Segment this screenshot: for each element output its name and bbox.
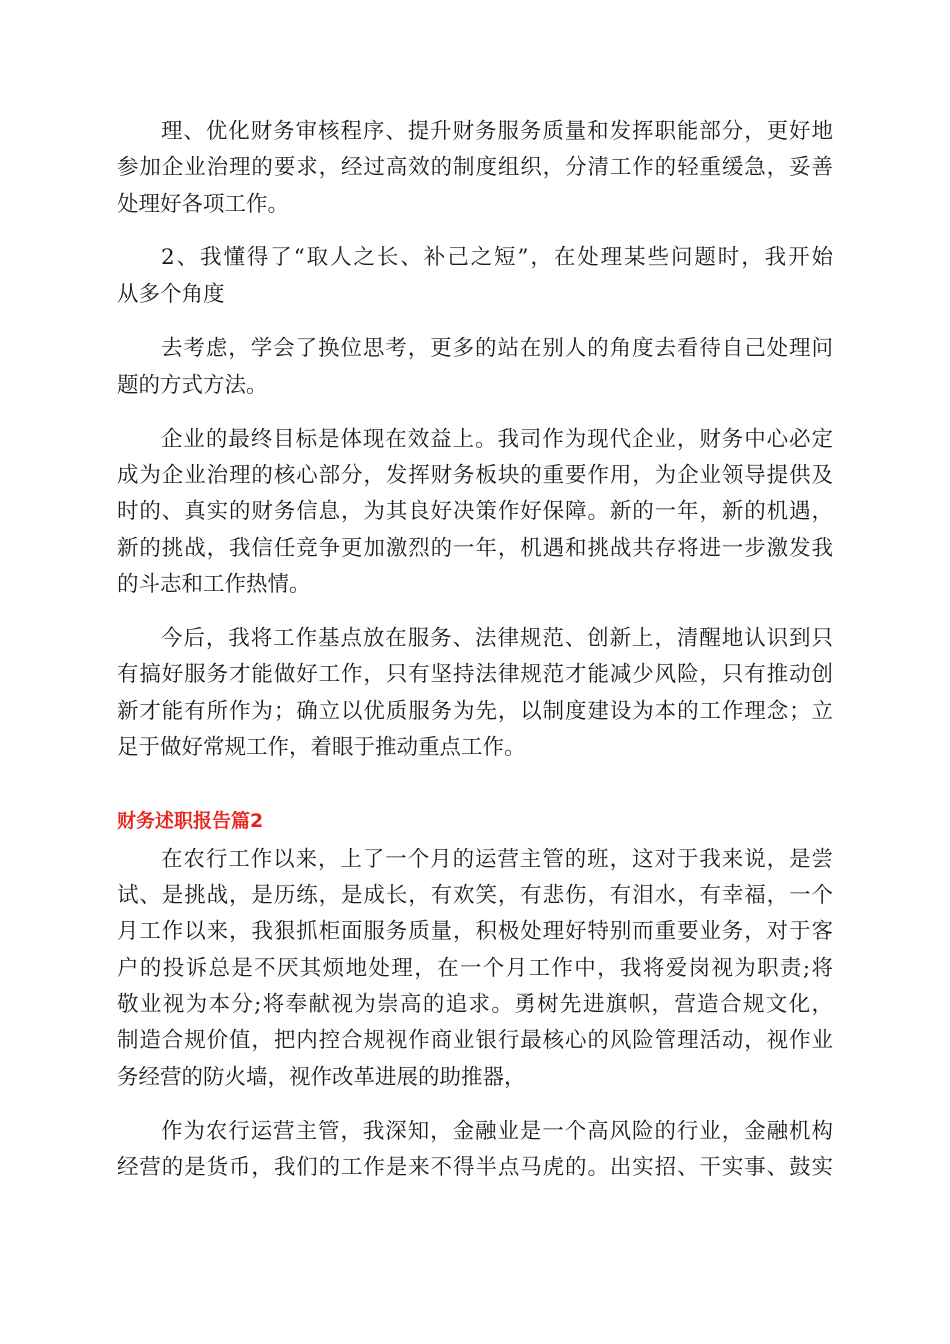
paragraph-4-line-3: 时的、真实的财务信息，为其良好决策作好保障。新的一年，新的机遇，	[117, 499, 833, 524]
paragraph-5-line-4: 足于做好常规工作，着眼于推动重点工作。	[117, 735, 526, 760]
paragraph-2-line-2: 从多个角度	[117, 282, 225, 307]
section-paragraph-1-line-6: 制造合规价值，把内控合规视作商业银行最核心的风险管理活动，视作业	[117, 1028, 833, 1053]
paragraph-4-line-4: 新的挑战，我信任竞争更加激烈的一年，机遇和挑战共存将进一步激发我	[117, 536, 833, 561]
section-paragraph-1-line-2: 试、是挑战，是历练，是成长，有欢笑，有悲伤，有泪水，有幸福，一个	[117, 883, 833, 908]
paragraph-2-line-1: 2、我懂得了“取人之长、补己之短”，在处理某些问题时，我开始	[161, 245, 833, 270]
paragraph-4-line-1: 企业的最终目标是体现在效益上。我司作为现代企业，财务中心必定	[161, 427, 833, 452]
paragraph-5-line-2: 有搞好服务才能做好工作，只有坚持法律规范才能减少风险，只有推动创	[117, 662, 833, 687]
paragraph-4-line-2: 成为企业治理的核心部分，发挥财务板块的重要作用，为企业领导提供及	[117, 463, 833, 488]
paragraph-1-line-2: 参加企业治理的要求，经过高效的制度组织，分清工作的轻重缓急，妥善	[117, 155, 833, 180]
section-paragraph-1-line-3: 月工作以来，我狠抓柜面服务质量，积极处理好特别而重要业务，对于客	[117, 919, 833, 944]
paragraph-3-line-1: 去考虑，学会了换位思考，更多的站在别人的角度去看待自己处理问	[161, 336, 833, 361]
paragraph-5-line-1: 今后，我将工作基点放在服务、法律规范、创新上，清醒地认识到只	[161, 626, 833, 651]
paragraph-3-line-2: 题的方式方法。	[117, 373, 268, 398]
paragraph-1-line-1: 理、优化财务审核程序、提升财务服务质量和发挥职能部分，更好地	[161, 119, 833, 144]
paragraph-1-line-3: 处理好各项工作。	[117, 192, 290, 217]
section-paragraph-1-line-7: 务经营的防火墙，视作改革进展的助推器，	[117, 1065, 526, 1090]
section-paragraph-2-line-2: 经营的是货币，我们的工作是来不得半点马虎的。出实招、干实事、鼓实	[117, 1155, 833, 1180]
section-paragraph-1-line-4: 户的投诉总是不厌其烦地处理，在一个月工作中，我将爱岗视为职责;将	[117, 956, 833, 981]
section-paragraph-1-line-5: 敬业视为本分;将奉献视为崇高的追求。勇树先进旗帜，营造合规文化，	[117, 992, 833, 1017]
paragraph-5-line-3: 新才能有所作为；确立以优质服务为先，以制度建设为本的工作理念；立	[117, 699, 833, 724]
paragraph-4-line-5: 的斗志和工作热情。	[117, 572, 311, 597]
section-paragraph-2-line-1: 作为农行运营主管，我深知，金融业是一个高风险的行业，金融机构	[161, 1119, 833, 1144]
section-heading: 财务述职报告篇2	[117, 810, 264, 832]
section-paragraph-1-line-1: 在农行工作以来，上了一个月的运营主管的班，这对于我来说，是尝	[161, 847, 833, 872]
